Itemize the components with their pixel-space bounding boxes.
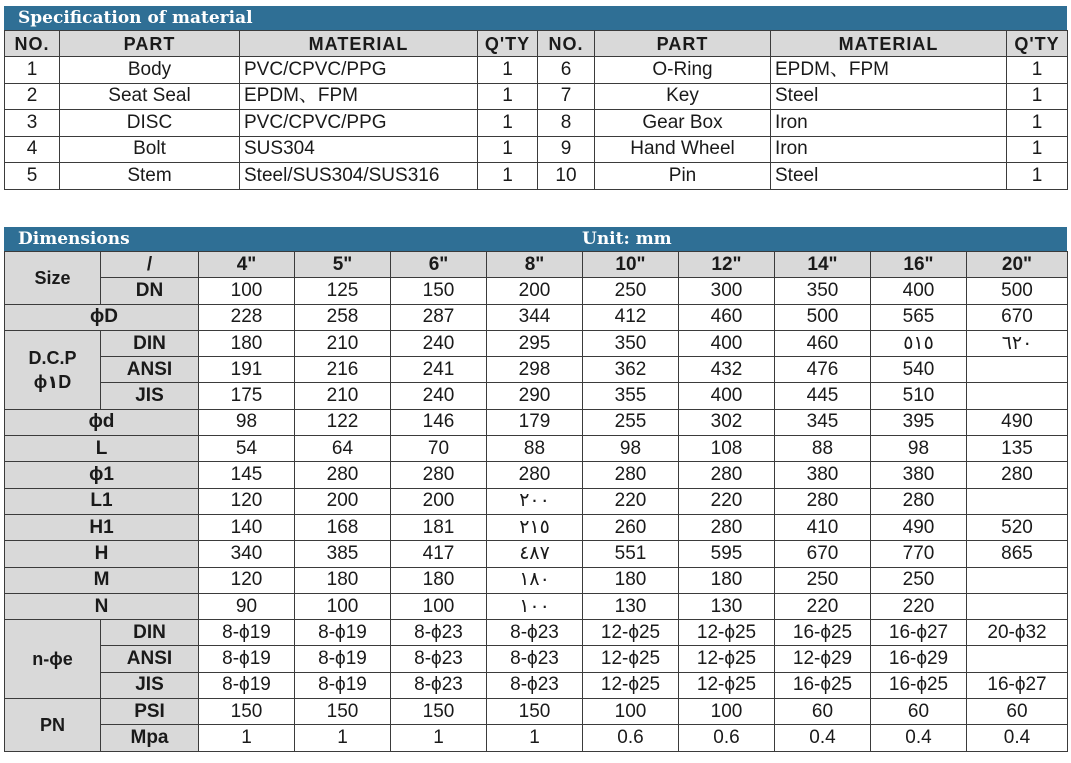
dim-value-cell: 145 [199,462,295,488]
spec-cell: Steel [771,83,1007,110]
dim-value-cell: 350 [583,330,679,356]
dim-value-cell: 146 [391,409,487,435]
dim-value-cell: 595 [679,541,775,567]
dim-row [5,541,1068,567]
spec-row [5,110,1068,137]
spec-cell: PVC/CPVC/PPG [240,57,478,84]
dn-row [5,278,1068,304]
dim-value-cell: 1 [199,725,295,751]
dim-value-cell: 100 [583,699,679,725]
dim-value-cell: 8-ϕ23 [487,646,583,672]
dim-value-cell [967,383,1068,409]
dim-value-cell: 150 [391,278,487,304]
dim-value-cell: 210 [295,383,391,409]
spec-cell: EPDM、FPM [240,83,478,110]
dcp-row [5,383,1068,409]
dim-value-cell: 280 [967,462,1068,488]
dim-value-cell: 540 [871,357,967,383]
size-header-cell: 20" [967,252,1068,278]
dim-value-cell: 865 [967,541,1068,567]
dim-value-cell: 108 [679,436,775,462]
spec-header-cell: PART [595,31,771,57]
size-header-cell: 12" [679,252,775,278]
spec-cell: O-Ring [595,57,771,84]
spec-cell: Body [60,57,240,84]
spec-cell: 10 [538,163,595,190]
dim-value-cell: 228 [199,304,295,330]
dim-value-cell: 280 [775,488,871,514]
dim-value-cell: 98 [583,436,679,462]
spec-cell: Seat Seal [60,83,240,110]
spec-cell: Pin [595,163,771,190]
spec-cell: DISC [60,110,240,137]
dim-value-cell: 260 [583,514,679,540]
material-spec-table [4,30,1068,190]
dim-value-cell: 400 [679,383,775,409]
dim-value-cell: 400 [871,278,967,304]
material-spec-body [5,57,1068,190]
spec-row [5,163,1068,190]
dim-value-cell: 500 [967,278,1068,304]
dim-row-label: L1 [5,488,199,514]
spec-cell: 9 [538,136,595,163]
unit-label: Unit: mm [582,229,672,249]
dim-value-cell: 130 [583,593,679,619]
dim-value-cell: 490 [967,409,1068,435]
dim-value-cell: 280 [391,462,487,488]
dim-value-cell: 150 [295,699,391,725]
dim-value-cell: 432 [679,357,775,383]
dim-value-cell: 395 [871,409,967,435]
dim-value-cell: 98 [199,409,295,435]
dim-value-cell: 287 [391,304,487,330]
size-header-cell: 14" [775,252,871,278]
dim-value-cell: 200 [391,488,487,514]
dim-value-cell: 250 [775,567,871,593]
dim-value-cell: 200 [487,278,583,304]
spec-cell: 8 [538,110,595,137]
dim-value-cell: 255 [583,409,679,435]
dim-value-cell: 130 [679,593,775,619]
spec-cell: 1 [1007,163,1068,190]
ne-row [5,620,1068,646]
spec-cell: 1 [5,57,60,84]
dim-row [5,514,1068,540]
dim-value-cell: 241 [391,357,487,383]
spec-header-cell: NO. [538,31,595,57]
dim-value-cell: 88 [487,436,583,462]
dcp-row [5,330,1068,356]
spec-cell: 5 [5,163,60,190]
ne-label: n-ϕe [5,620,101,699]
dim-value-cell: 125 [295,278,391,304]
dim-value-cell: 0.6 [583,725,679,751]
material-spec-section [4,6,1067,190]
spec-cell: EPDM、FPM [771,57,1007,84]
dim-value-cell [967,357,1068,383]
spec-cell: Key [595,83,771,110]
dim-value-cell: 565 [871,304,967,330]
dim-value-cell: 12-ϕ29 [775,646,871,672]
material-spec-header-row [5,31,1068,57]
spec-cell: SUS304 [240,136,478,163]
spec-cell: Iron [771,110,1007,137]
dim-value-cell: 150 [487,699,583,725]
dim-value-cell: 340 [199,541,295,567]
dim-value-cell: 0.4 [967,725,1068,751]
dim-value-cell: 220 [871,593,967,619]
dim-value-cell: 290 [487,383,583,409]
dim-value-cell: 250 [871,567,967,593]
spec-row [5,57,1068,84]
dim-value-cell: 362 [583,357,679,383]
dim-value-cell: 122 [295,409,391,435]
spec-header-cell: Q'TY [1007,31,1068,57]
dim-value-cell: 344 [487,304,583,330]
dim-value-cell: 60 [871,699,967,725]
dim-row-label: H [5,541,199,567]
dim-value-cell: 280 [871,488,967,514]
dim-row-label: L [5,436,199,462]
dim-value-cell [967,646,1068,672]
dim-row-label: ϕd [5,409,199,435]
dcp-label [5,330,101,409]
dim-value-cell: 12-ϕ25 [679,672,775,698]
spec-cell: 1 [478,57,538,84]
spec-cell: Steel [771,163,1007,190]
dim-value-cell: 12-ϕ25 [679,646,775,672]
spec-cell: 1 [478,136,538,163]
dim-value-cell: 54 [199,436,295,462]
pn-unit-label: PSI [101,699,199,725]
ne-standard-label: DIN [101,620,199,646]
dim-value-cell: ١٨٠ [487,567,583,593]
pn-label: PN [5,699,101,752]
dim-value-cell: 551 [583,541,679,567]
dim-value-cell: 670 [967,304,1068,330]
spec-cell: 1 [478,83,538,110]
dim-row-label: N [5,593,199,619]
dim-value-cell: 140 [199,514,295,540]
dn-label: DN [101,278,199,304]
dim-value-cell: 460 [679,304,775,330]
spec-cell: Stem [60,163,240,190]
dimensions-table [4,251,1068,752]
dim-value-cell: 400 [679,330,775,356]
dim-value-cell: 460 [775,330,871,356]
size-header-cell: 5" [295,252,391,278]
dim-value-cell: 16-ϕ27 [871,620,967,646]
dimensions-body [5,252,1068,752]
dim-value-cell: ٢٠٠ [487,488,583,514]
pn-row [5,725,1068,751]
dim-row-label: M [5,567,199,593]
dim-value-cell: 380 [871,462,967,488]
dim-value-cell: 150 [391,699,487,725]
dim-value-cell: 135 [967,436,1068,462]
size-row [5,252,1068,278]
dim-value-cell: 180 [679,567,775,593]
dim-value-cell: 8-ϕ23 [391,646,487,672]
dim-value-cell: 220 [583,488,679,514]
size-header-cell: 10" [583,252,679,278]
dim-value-cell: 8-ϕ19 [199,672,295,698]
dim-row-label: ϕ1 [5,462,199,488]
dim-value-cell: 298 [487,357,583,383]
dim-value-cell: 0.6 [679,725,775,751]
dim-value-cell: 175 [199,383,295,409]
spec-header-cell: Q'TY [478,31,538,57]
dim-value-cell: 150 [199,699,295,725]
dim-value-cell: 181 [391,514,487,540]
dim-value-cell: 510 [871,383,967,409]
dim-value-cell: 500 [775,304,871,330]
dcp-label-line-1: D.C.P [28,347,77,368]
dim-value-cell: 412 [583,304,679,330]
dim-row [5,436,1068,462]
dim-value-cell: 476 [775,357,871,383]
phiD-label: ϕD [5,304,199,330]
dim-value-cell: 100 [391,593,487,619]
dim-value-cell: ٢١٥ [487,514,583,540]
dim-value-cell: 670 [775,541,871,567]
dim-value-cell: 0.4 [871,725,967,751]
dim-value-cell: 180 [391,567,487,593]
dim-value-cell: 12-ϕ25 [583,620,679,646]
dim-value-cell [967,488,1068,514]
spec-cell: Bolt [60,136,240,163]
pn-row [5,699,1068,725]
dim-value-cell [967,593,1068,619]
dim-row [5,409,1068,435]
dim-value-cell: 98 [871,436,967,462]
dim-value-cell: 280 [679,514,775,540]
dim-value-cell: 120 [199,567,295,593]
spec-cell: 1 [478,110,538,137]
spec-cell: PVC/CPVC/PPG [240,110,478,137]
dim-value-cell: 70 [391,436,487,462]
dim-value-cell: 8-ϕ19 [295,620,391,646]
spec-cell: Steel/SUS304/SUS316 [240,163,478,190]
dim-value-cell: 520 [967,514,1068,540]
spec-cell: 3 [5,110,60,137]
dim-value-cell: 1 [487,725,583,751]
dim-row [5,488,1068,514]
dim-row [5,593,1068,619]
dim-value-cell: 16-ϕ25 [871,672,967,698]
dim-value-cell: 280 [679,462,775,488]
spec-cell: Iron [771,136,1007,163]
spec-cell: 4 [5,136,60,163]
dcp-standard-label: JIS [101,383,199,409]
dim-value-cell: 16-ϕ25 [775,620,871,646]
dim-value-cell: 8-ϕ23 [391,672,487,698]
dim-value-cell: 417 [391,541,487,567]
size-header-cell: 16" [871,252,967,278]
dim-value-cell [967,567,1068,593]
dim-value-cell: 100 [199,278,295,304]
dim-value-cell: 8-ϕ19 [199,646,295,672]
dim-value-cell: 280 [487,462,583,488]
spec-row [5,136,1068,163]
dim-value-cell: 8-ϕ23 [487,620,583,646]
dim-value-cell: 180 [295,567,391,593]
dim-value-cell: 100 [295,593,391,619]
slash-cell: / [101,252,199,278]
spec-cell: Hand Wheel [595,136,771,163]
dim-value-cell: ٥١٥ [871,330,967,356]
dimensions-title: Dimensions [18,229,130,249]
dim-value-cell: 8-ϕ23 [391,620,487,646]
dim-value-cell: 1 [391,725,487,751]
dim-value-cell: ١٠٠ [487,593,583,619]
dim-row-label: H1 [5,514,199,540]
spec-cell: 1 [1007,83,1068,110]
dim-value-cell: 180 [583,567,679,593]
dim-value-cell: 250 [583,278,679,304]
dim-value-cell: 8-ϕ19 [295,672,391,698]
dim-value-cell: 16-ϕ27 [967,672,1068,698]
spec-cell: 7 [538,83,595,110]
dim-value-cell: 350 [775,278,871,304]
dim-row [5,567,1068,593]
dim-value-cell: 770 [871,541,967,567]
dim-value-cell: 180 [199,330,295,356]
dim-value-cell: 302 [679,409,775,435]
dim-value-cell: 90 [199,593,295,619]
dcp-standard-label: ANSI [101,357,199,383]
ne-standard-label: JIS [101,672,199,698]
spec-cell: 2 [5,83,60,110]
spec-header-cell: NO. [5,31,60,57]
dim-value-cell: 380 [775,462,871,488]
dim-value-cell: 16-ϕ25 [775,672,871,698]
size-label: Size [5,252,101,305]
dim-value-cell: 12-ϕ25 [679,620,775,646]
size-header-cell: 8" [487,252,583,278]
dim-value-cell: 120 [199,488,295,514]
dim-value-cell: 168 [295,514,391,540]
size-header-cell: 4" [199,252,295,278]
dim-value-cell: 300 [679,278,775,304]
dim-value-cell: 258 [295,304,391,330]
dim-value-cell: 220 [679,488,775,514]
dim-value-cell: 240 [391,330,487,356]
dim-value-cell: 410 [775,514,871,540]
dim-value-cell: 100 [679,699,775,725]
ne-row [5,672,1068,698]
dim-value-cell: 8-ϕ19 [295,646,391,672]
material-spec-title: Specification of material [4,6,1067,30]
dim-value-cell: 280 [295,462,391,488]
dim-value-cell: 8-ϕ23 [487,672,583,698]
dim-row [5,462,1068,488]
dimensions-section [4,227,1067,752]
spec-cell: 1 [1007,136,1068,163]
dim-value-cell: 210 [295,330,391,356]
dcp-row [5,357,1068,383]
dim-value-cell: 88 [775,436,871,462]
dim-value-cell: 490 [871,514,967,540]
spec-header-cell: PART [60,31,240,57]
dim-value-cell: 216 [295,357,391,383]
spec-cell: 1 [1007,57,1068,84]
spec-cell: Gear Box [595,110,771,137]
dim-value-cell: 240 [391,383,487,409]
dim-value-cell: 355 [583,383,679,409]
spec-cell: 1 [478,163,538,190]
spec-header-cell: MATERIAL [771,31,1007,57]
dim-value-cell: 385 [295,541,391,567]
size-header-cell: 6" [391,252,487,278]
dim-value-cell: 1 [295,725,391,751]
ne-standard-label: ANSI [101,646,199,672]
dim-value-cell: 220 [775,593,871,619]
dim-value-cell: ٤٨٧ [487,541,583,567]
dim-value-cell: 64 [295,436,391,462]
dim-value-cell: 445 [775,383,871,409]
dcp-standard-label: DIN [101,330,199,356]
dim-value-cell: 295 [487,330,583,356]
dim-value-cell: ٦٢٠ [967,330,1068,356]
pn-unit-label: Mpa [101,725,199,751]
dim-value-cell: 20-ϕ32 [967,620,1068,646]
dim-value-cell: 60 [775,699,871,725]
spec-cell: 6 [538,57,595,84]
dimensions-title-bar [4,227,1067,251]
spec-row [5,83,1068,110]
dim-value-cell: 12-ϕ25 [583,646,679,672]
dim-value-cell: 16-ϕ29 [871,646,967,672]
dim-value-cell: 60 [967,699,1068,725]
spec-cell: 1 [1007,110,1068,137]
ne-row [5,646,1068,672]
dim-value-cell: 0.4 [775,725,871,751]
dim-value-cell: 345 [775,409,871,435]
spec-header-cell: MATERIAL [240,31,478,57]
dim-value-cell: 191 [199,357,295,383]
dcp-label-line-2: ϕ١D [33,371,72,392]
dim-value-cell: 8-ϕ19 [199,620,295,646]
phiD-row [5,304,1068,330]
dim-value-cell: 179 [487,409,583,435]
dim-value-cell: 200 [295,488,391,514]
dim-value-cell: 280 [583,462,679,488]
dim-value-cell: 12-ϕ25 [583,672,679,698]
